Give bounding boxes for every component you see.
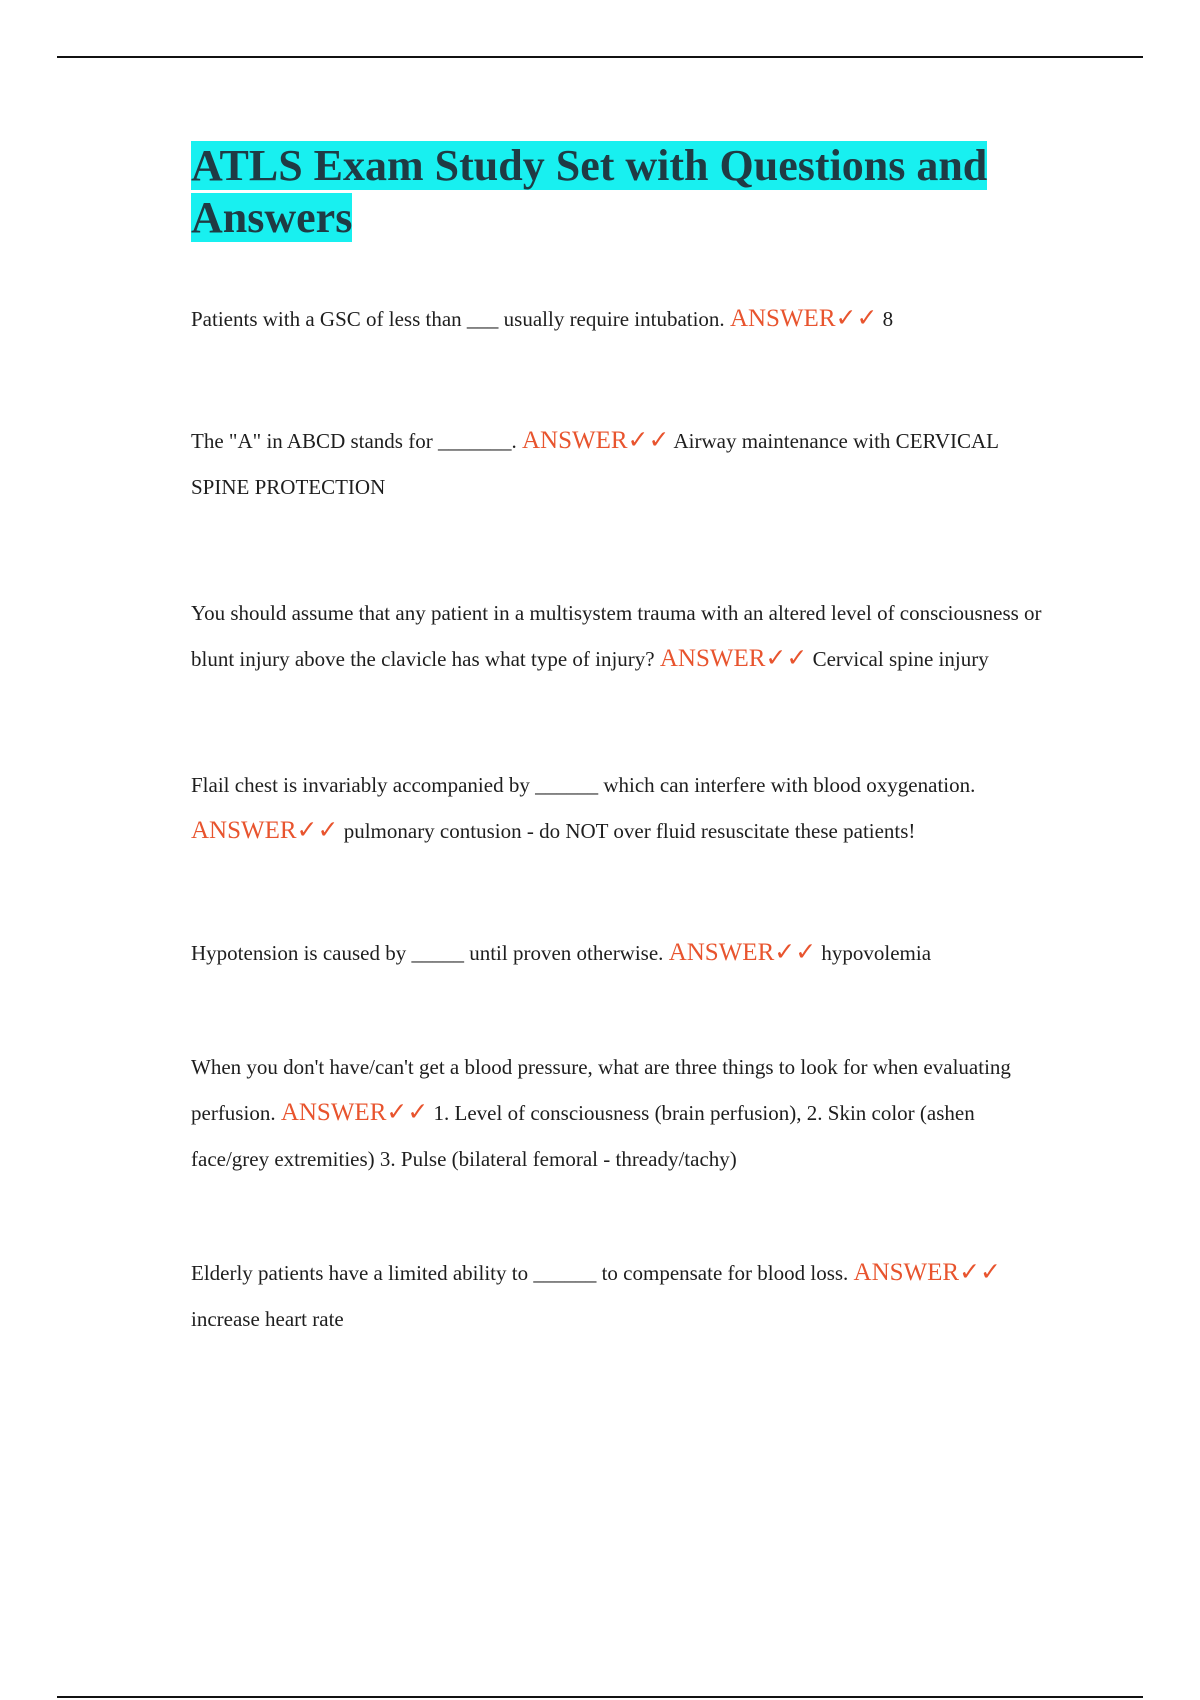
qa-item-4	[191, 762, 1051, 854]
document-body	[191, 140, 1051, 1342]
question-text: When you don't have/can't get a blood pressure, what are three things to look for when evaluating perfusion.	[191, 1055, 1011, 1125]
question-text: Flail chest is invariably accompanied by ______ which can interfere with blood oxygenation.	[191, 773, 976, 797]
answer-text: pulmonary contusion - do NOT over fluid resuscitate these patients!	[338, 819, 916, 843]
bottom-rule	[57, 1696, 1143, 1698]
answer-label: ANSWER✓✓	[668, 939, 817, 966]
answer-label: ANSWER✓✓	[521, 427, 670, 454]
answer-text: 1. Level of consciousness (brain perfusion), 2. Skin color (ashen face/grey extremities) 3. Pulse (bilateral femoral - thready/tachy)	[191, 1101, 975, 1171]
answer-text: increase heart rate	[191, 1307, 344, 1331]
qa-item-1	[191, 296, 1051, 342]
qa-item-2	[191, 418, 1051, 510]
answer-label: ANSWER✓✓	[659, 645, 808, 672]
question-text: Hypotension is caused by _____ until proven otherwise.	[191, 941, 669, 965]
qa-item-7	[191, 1250, 1051, 1342]
question-text: You should assume that any patient in a multisystem trauma with an altered level of consciousness or blunt injury above the clavicle has what type of injury?	[191, 601, 1042, 671]
qa-item-5	[191, 930, 1051, 976]
title-highlight: ATLS Exam Study Set with Questions and Answers	[191, 141, 988, 242]
question-text: Elderly patients have a limited ability to ______ to compensate for blood loss.	[191, 1261, 854, 1285]
answer-label: ANSWER✓✓	[191, 817, 339, 844]
top-rule	[57, 56, 1143, 58]
question-text: Patients with a GSC of less than ___ usually require intubation.	[191, 307, 730, 331]
answer-label: ANSWER✓✓	[853, 1259, 1001, 1286]
question-text: The "A" in ABCD stands for _______.	[191, 429, 522, 453]
document-title	[191, 140, 1051, 244]
answer-label: ANSWER✓✓	[729, 305, 878, 332]
qa-item-6	[191, 1044, 1051, 1182]
answer-text: hypovolemia	[816, 941, 932, 965]
answer-label: ANSWER✓✓	[280, 1099, 429, 1126]
qa-item-3	[191, 590, 1051, 682]
answer-text: Cervical spine injury	[807, 647, 989, 671]
answer-text: Airway maintenance with CERVICAL SPINE PROTECTION	[191, 429, 999, 499]
answer-text: 8	[877, 307, 894, 331]
